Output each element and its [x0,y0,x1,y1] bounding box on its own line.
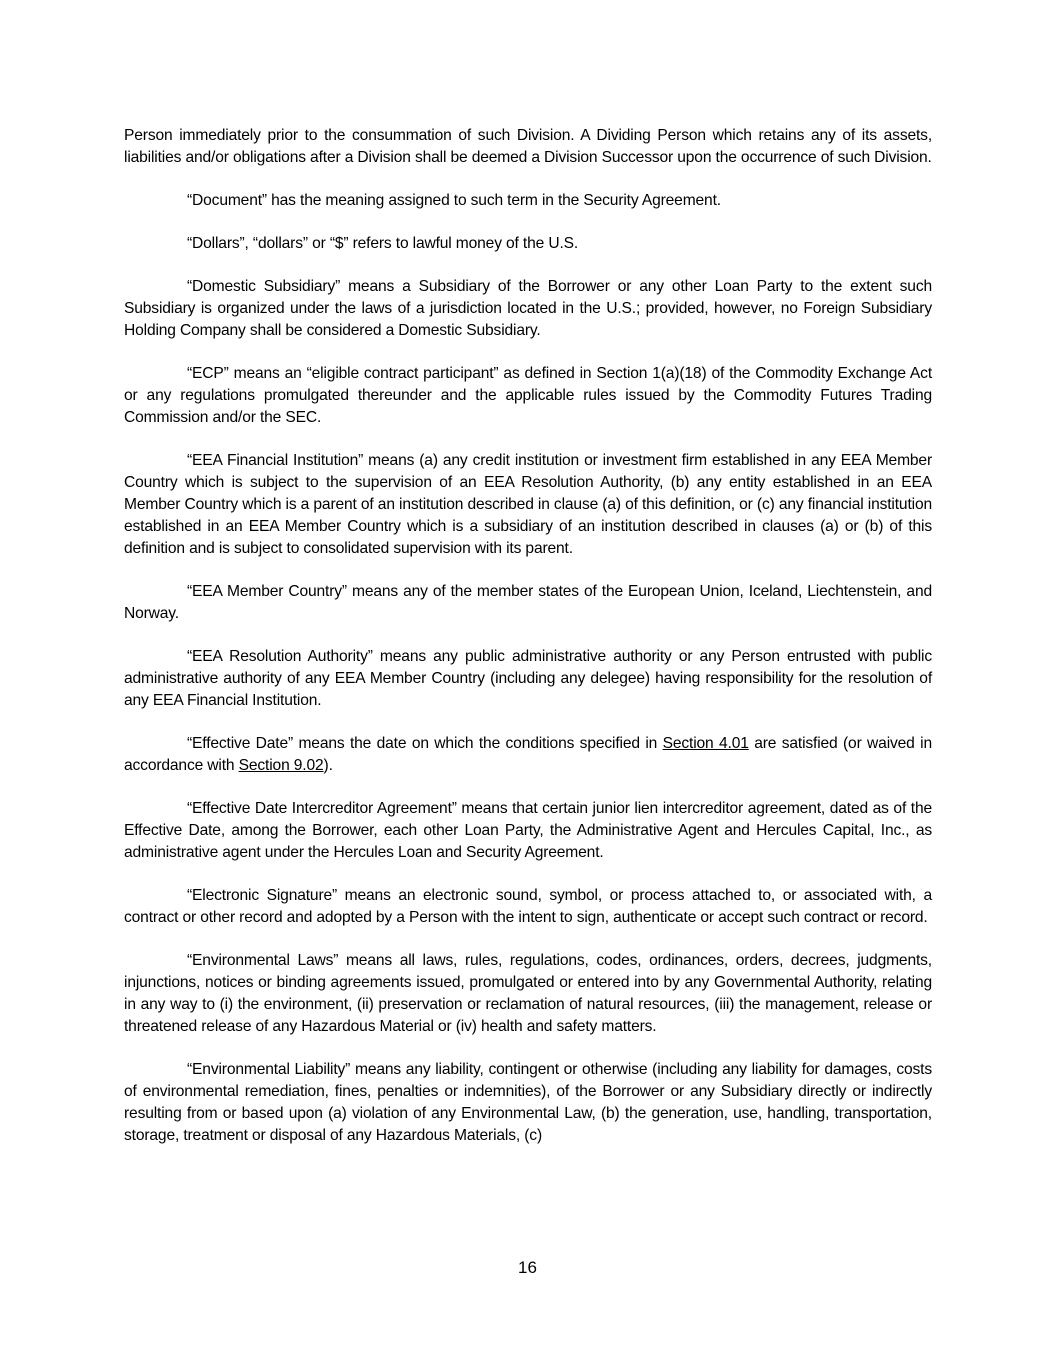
definition-environmental-laws: “Environmental Laws” means all laws, rules, regulations, codes, ordinances, orders, decrees, judgments, injunctions, notices or binding agreements issued, promulgated or entered into by any Governmental Authority, relating in any way to (i) the environment, (ii) preservation or reclamation of natural resources, (iii) the management, release or threatened release of any Hazardous Material or (iv) health and safety matters. [124,952,932,1035]
section-4-01-link[interactable]: Section 4.01 [662,735,749,752]
definition-effective-date-intercreditor-agreement: “Effective Date Intercreditor Agreement” means that certain junior lien intercreditor agreement, dated as of the Effective Date, among the Borrower, each other Loan Party, the Administrative Agent and Hercules Capital, Inc., as administrative agent under the Hercules Loan and Security Agreement. [124,800,932,861]
definition-eea-resolution-authority: “EEA Resolution Authority” means any public administrative authority or any Person entrusted with public administrative authority of any EEA Member Country (including any delegee) having responsibility for the resolution of any EEA Financial Institution. [124,648,932,709]
page-number: 16 [518,1258,537,1277]
definition-eea-member-country: “EEA Member Country” means any of the member states of the European Union, Iceland, Liechtenstein, and Norway. [124,583,932,622]
definition-eea-financial-institution: “EEA Financial Institution” means (a) any credit institution or investment firm established in any EEA Member Country which is subject to the supervision of an EEA Resolution Authority, (b) any entity established in an EEA Member Country which is a parent of an institution described in clause (a) of this definition, or (c) any financial institution established in an EEA Member Country which is a subsidiary of an institution described in clauses (a) or (b) of this definition and is subject to consolidated supervision with its parent. [124,452,932,557]
definition-environmental-liability: “Environmental Liability” means any liability, contingent or otherwise (including any liability for damages, costs of environmental remediation, fines, penalties or indemnities), of the Borrower or any Subsidiary directly or indirectly resulting from or based upon (a) violation of any Environmental Law, (b) the generation, use, handling, transportation, storage, treatment or disposal of any Hazardous Materials, (c) [124,1061,932,1144]
definition-document: “Document” has the meaning assigned to such term in the Security Agreement. [187,192,721,209]
paragraph-division-continuation: Person immediately prior to the consummation of such Division. A Dividing Person which retains any of its assets, liabilities and/or obligations after a Division shall be deemed a Division Successor upon the occurrence of such Division. [124,127,932,166]
effective-date-text-2: are satisfied (or waived in accordance with [124,735,932,774]
section-9-02-link[interactable]: Section 9.02 [238,757,324,774]
definition-dollars: “Dollars”, “dollars” or “$” refers to lawful money of the U.S. [187,235,579,252]
definition-ecp: “ECP” means an “eligible contract participant” as defined in Section 1(a)(18) of the Commodity Exchange Act or any regulations promulgated thereunder and the applicable rules issued by the Commodity Futures Trading Commission and/or the SEC. [124,365,932,426]
definition-electronic-signature: “Electronic Signature” means an electronic sound, symbol, or process attached to, or associated with, a contract or other record and adopted by a Person with the intent to sign, authenticate or accept such contract or record. [124,887,932,926]
definition-effective-date [124,733,932,777]
effective-date-text-3: ). [323,757,333,774]
effective-date-text-1: “Effective Date” means the date on which the conditions specified in [187,735,663,752]
definition-domestic-subsidiary: “Domestic Subsidiary” means a Subsidiary of the Borrower or any other Loan Party to the extent such Subsidiary is organized under the laws of a jurisdiction located in the U.S.; provided, however, no Foreign Subsidiary Holding Company shall be considered a Domestic Subsidiary. [124,278,932,339]
document-body [124,125,932,1168]
